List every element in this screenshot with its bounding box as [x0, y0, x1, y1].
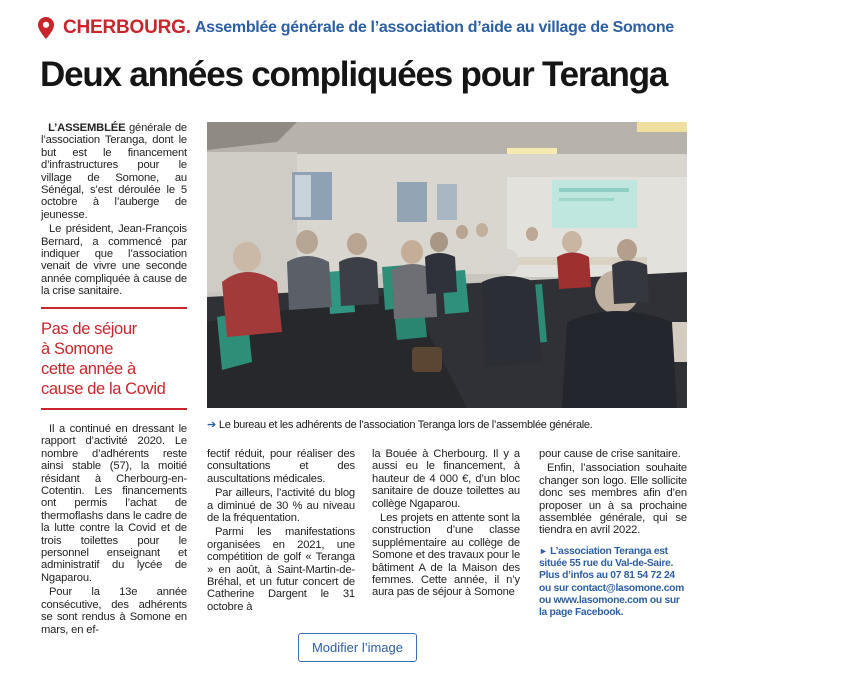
article-kicker — [38, 15, 674, 41]
info-box — [539, 545, 689, 619]
triangle-marker-icon: ► — [539, 546, 548, 556]
caption-text: Le bureau et les adhérents de l’association Teranga lors de l’assemblée générale. — [218, 419, 593, 431]
location-pin-icon — [38, 17, 54, 39]
intro-paragraph-2: Le président, Jean-François Bernard, a commencé par indiquer que l’association venait de vivre une seconde année compliquée à cause de la crise sanitaire. — [41, 223, 187, 298]
body-paragraph: Enfin, l’association souhaite changer son logo. Elle sollicite donc ses membres afin d’en proposer un à sa prochaine assemblée générale, qui se tiendra en avril 2022. — [539, 462, 687, 537]
caption-arrow-icon: ➔ — [207, 419, 216, 431]
kicker-city: CHERBOURG. — [63, 17, 191, 38]
lead-word: L’ASSEMBLÉE — [48, 122, 126, 134]
pull-quote-line: cause de la Covid — [41, 380, 166, 398]
body-column-3 — [372, 448, 520, 601]
body-column-1 — [41, 423, 187, 638]
pull-quote-line: cette année à — [41, 360, 136, 378]
body-paragraph: pour cause de crise sanitaire. — [539, 448, 681, 460]
body-paragraph: la Bouée à Cherbourg. Il y a aussi eu le financement, à hauteur de 4 000 €, d’un bloc sanitaire de douze toilettes au collège Ngaparou. — [372, 448, 520, 510]
article-photo[interactable] — [207, 122, 687, 408]
intro-paragraph-1 — [41, 122, 187, 221]
body-paragraph: Par ailleurs, l’activité du blog a diminué de 30 % au niveau de la fréquentation. — [207, 487, 355, 525]
pull-quote — [41, 307, 187, 410]
kicker-subtitle: Assemblée générale de l’association d’aide au village de Somone — [194, 19, 674, 36]
pull-quote-line: à Somone — [41, 340, 114, 358]
edit-image-button[interactable]: Modifier l’image — [298, 633, 417, 662]
intro-paragraph-1-text: générale de l’association Teranga, dont le but est le financement d’infrastructures pour le village de Somone, au Sénégal, s’est déroulée le 5 octobre à l’auberge de jeunesse. — [41, 122, 187, 221]
pull-quote-line: Pas de séjour — [41, 320, 137, 338]
intro-column — [41, 122, 187, 300]
body-paragraph: Pour la 13e année consécutive, des adhérents se sont rendus à Somone en mars, en ef- — [41, 586, 187, 636]
body-paragraph: Les projets en attente sont la construction d’une classe supplémentaire au collège de Somone et des travaux pour le bâtiment A de la Maison des femmes. Cette année, il n’y aura pas de séjour à Somone — [372, 512, 521, 599]
body-paragraph: Il a continué en dressant le rapport d’activité 2020. Le nombre d’adhérents reste ainsi stable (57), la moitié résidant à Cherbourg-en-Cotentin. Les financements ont permis l’achat de thermoflashs dans le cadre de la lutte contre la Covid et de trois toilettes pour le personnel enseignant et administratif du lycée de Ngaparou. — [41, 423, 187, 584]
body-paragraph: fectif réduit, pour réaliser des consultations et des auscultations médicales. — [207, 448, 355, 485]
article-headline: Deux années compliquées pour Teranga — [40, 55, 668, 94]
photo-caption — [207, 418, 687, 431]
body-paragraph: Parmi les manifestations organisées en 2021, une compétition de golf « Teranga » en août, à Saint-Martin-de-Bréhal, et un futur concert de Catherine Dargent le 31 octobre à — [207, 526, 355, 613]
body-column-2 — [207, 448, 355, 615]
meeting-room-photo — [207, 122, 687, 408]
info-text: L’association Teranga est située 55 rue du Val-de-Saire. Plus d’infos au 07 81 54 72 24 ou sur contact@lasomone.com ou www.lasomone.com ou sur la page Facebook. — [539, 546, 684, 619]
body-column-4 — [539, 448, 687, 539]
